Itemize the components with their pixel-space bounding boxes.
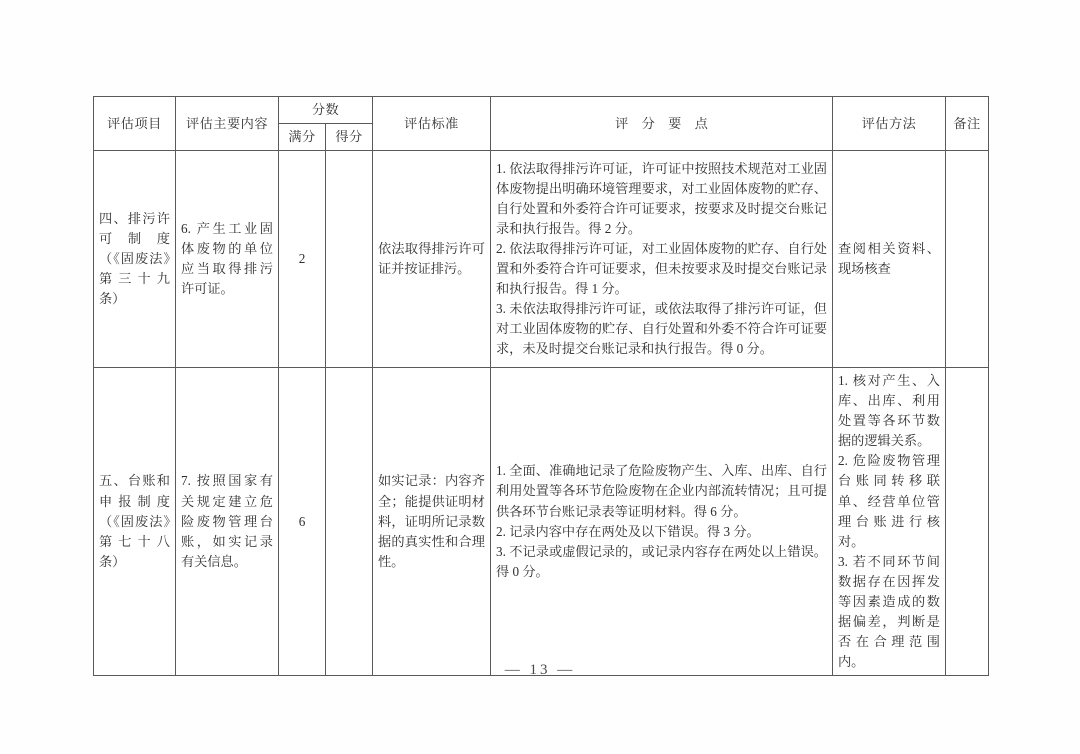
header-score-got: 得分 [326, 124, 373, 151]
header-scoring-points: 评 分 要 点 [491, 97, 833, 151]
scoring-point-line: 1. 全面、准确地记录了危险废物产生、入库、出库、自行利用处置等各环节危险废物在企业内部流转情况；且可提供各环节台账记录表等证明材料。得 6 分。 [496, 463, 827, 519]
row-main-content: 7. 按照国家有关规定建立危险废物管理台账，如实记录有关信息。 [176, 368, 279, 676]
row-method [833, 368, 946, 676]
scoring-point-line: 2. 记录内容中存在两处及以下错误。得 3 分。 [496, 523, 760, 539]
header-score-full: 满分 [279, 124, 326, 151]
method-line: 查阅相关资料、现场核查 [838, 241, 940, 277]
table-body [94, 151, 989, 676]
row-score-full: 6 [279, 368, 326, 676]
method-line: 1. 核对产生、入库、出库、利用处置等各环节数据的逻辑关系。 [838, 373, 940, 449]
row-criteria: 如实记录：内容齐全；能提供证明材料，证明所记录数据的真实性和合理性。 [373, 368, 491, 676]
page-number: — 13 — [504, 662, 576, 678]
row-scoring-points [491, 151, 833, 368]
row-method [833, 151, 946, 368]
row-item-name: 五、台账和申报制度（《固废法》第七十八条） [94, 368, 176, 676]
method-line: 3. 若不同环节间数据存在因挥发等因素造成的数据偏差，判断是否在合理范围内。 [838, 553, 940, 669]
table-row [94, 151, 989, 368]
header-evaluation-criteria: 评估标准 [373, 97, 491, 151]
evaluation-table [93, 96, 989, 676]
scoring-point-line: 3. 未依法取得排污许可证，或依法取得了排污许可证，但对工业固体废物的贮存、自行处置和外委不符合许可证要求，未及时提交台账记录和执行报告。得 0 分。 [496, 301, 827, 357]
method-line: 2. 危险废物管理台账同转移联单、经营单位管理台账进行核对。 [838, 453, 940, 549]
table-row [94, 368, 989, 676]
row-scoring-points [491, 368, 833, 676]
scoring-point-line: 3. 不记录或虚假记录的，或记录内容存在两处以上错误。得 0 分。 [496, 543, 827, 579]
row-remark [946, 151, 989, 368]
table-header [94, 97, 989, 151]
header-score-group: 分数 [279, 97, 373, 124]
row-score-got[interactable] [326, 368, 373, 676]
row-item-name: 四、排污许可制度（《固废法》第三十九条） [94, 151, 176, 368]
row-criteria: 依法取得排污许可证并按证排污。 [373, 151, 491, 368]
header-evaluation-item: 评估项目 [94, 97, 176, 151]
header-evaluation-method: 评估方法 [833, 97, 946, 151]
scoring-point-line: 2. 依法取得排污许可证，对工业固体废物的贮存、自行处置和外委符合许可证要求，但未按要求及时提交台账记录和执行报告。得 1 分。 [496, 241, 827, 297]
row-score-got[interactable] [326, 151, 373, 368]
row-score-full: 2 [279, 151, 326, 368]
header-evaluation-content: 评估主要内容 [176, 97, 279, 151]
table-header-row-1 [94, 97, 989, 124]
row-main-content: 6. 产生工业固体废物的单位应当取得排污许可证。 [176, 151, 279, 368]
scoring-point-line: 1. 依法取得排污许可证，许可证中按照技术规范对工业固体废物提出明确环境管理要求，对工业固体废物的贮存、自行处置和外委符合许可证要求，按要求及时提交台账记录和执行报告。得 2 分。 [496, 160, 827, 236]
row-remark [946, 368, 989, 676]
header-remark: 备注 [946, 97, 989, 151]
